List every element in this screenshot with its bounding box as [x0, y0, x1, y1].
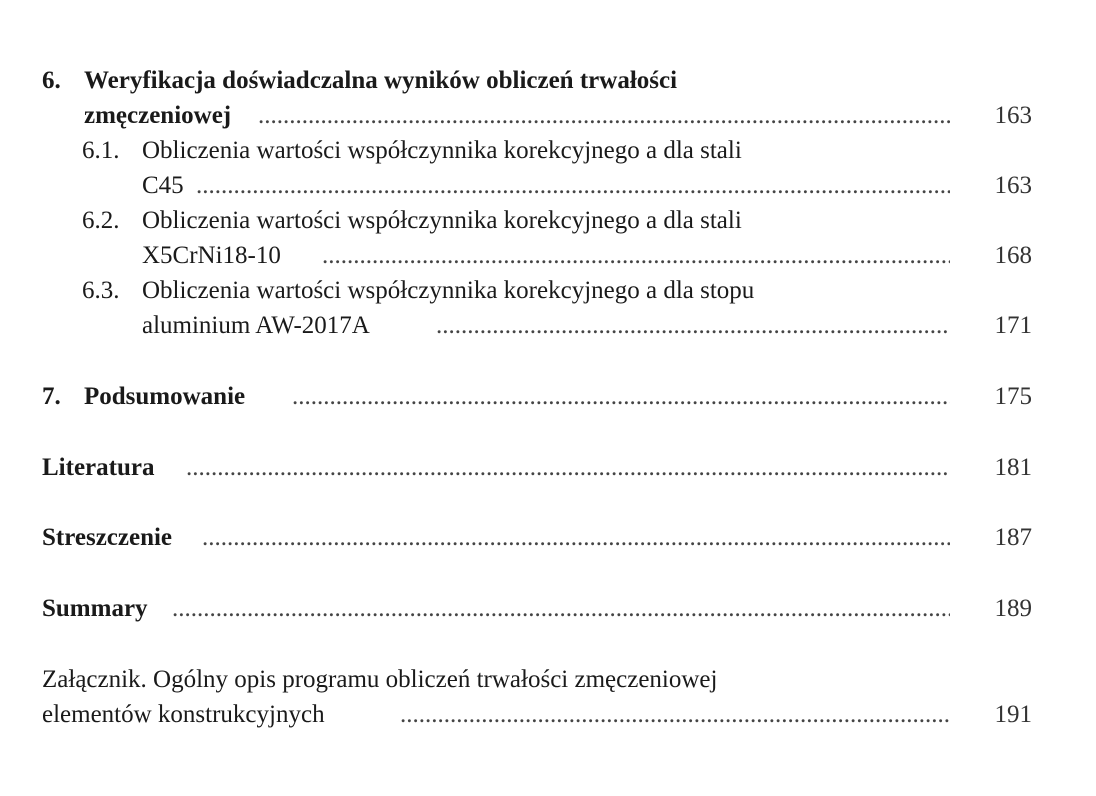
dot-leader	[292, 380, 950, 414]
section-title-line1: Obliczenia wartości współczynnika korekcyjnego a dla stopu	[142, 277, 755, 304]
section-title-line2: aluminium AW-2017A	[142, 312, 370, 339]
page-number: 163	[994, 102, 1032, 129]
section-title-line1: Obliczenia wartości współczynnika korekcyjnego a dla stali	[142, 207, 742, 234]
page-number: 168	[994, 242, 1032, 269]
toc-entry-section-6-2[interactable]	[0, 204, 1096, 238]
section-number: 6.3.	[82, 277, 120, 304]
section-number: 6.1.	[82, 137, 120, 164]
entry-title: Streszczenie	[42, 524, 173, 551]
chapter-title: Podsumowanie	[84, 383, 246, 410]
chapter-title-line1: Weryfikacja doświadczalna wyników obliczeń trwałości	[84, 67, 678, 94]
toc-entry-section-6-1-continued[interactable]	[0, 169, 1096, 203]
toc-entry-section-6-1[interactable]	[0, 134, 1096, 168]
page-number: 189	[994, 595, 1032, 622]
toc-entry-streszczenie[interactable]	[0, 521, 1096, 555]
chapter-title-line2: zmęczeniowej	[84, 102, 232, 129]
toc-entry-zalacznik-continued[interactable]	[0, 698, 1096, 732]
section-number: 6.2.	[82, 207, 120, 234]
chapter-number: 6.	[42, 67, 61, 94]
entry-title: Summary	[42, 595, 148, 622]
toc-entry-chapter-6-continued[interactable]	[0, 99, 1096, 133]
toc-entry-chapter-7[interactable]	[0, 380, 1096, 414]
entry-title-line1: Załącznik. Ogólny opis programu obliczeń trwałości zmęczeniowej	[42, 666, 718, 693]
page-number: 187	[994, 524, 1032, 551]
toc-entry-zalacznik[interactable]	[0, 663, 1096, 697]
page-number: 163	[994, 172, 1032, 199]
toc-entry-summary[interactable]	[0, 592, 1096, 626]
dot-leader	[186, 451, 950, 485]
toc-entry-chapter-6[interactable]	[0, 64, 1096, 98]
toc-entry-section-6-3-continued[interactable]	[0, 309, 1096, 343]
dot-leader	[258, 99, 950, 133]
dot-leader	[400, 698, 950, 732]
dot-leader	[202, 521, 950, 555]
entry-title: Literatura	[42, 454, 155, 481]
toc-entry-section-6-2-continued[interactable]	[0, 239, 1096, 273]
page-number: 175	[994, 383, 1032, 410]
entry-title-line2: elementów konstrukcyjnych	[42, 701, 325, 728]
page-number: 181	[994, 454, 1032, 481]
page-number: 171	[994, 312, 1032, 339]
chapter-number: 7.	[42, 383, 61, 410]
section-title-line1: Obliczenia wartości współczynnika korekcyjnego a dla stali	[142, 137, 742, 164]
section-title-line2: X5CrNi18-10	[142, 242, 281, 269]
toc-entry-literatura[interactable]	[0, 451, 1096, 485]
dot-leader	[436, 309, 950, 343]
page-number: 191	[994, 701, 1032, 728]
dot-leader	[172, 592, 950, 626]
dot-leader	[196, 169, 950, 203]
section-title-line2: C45	[142, 172, 184, 199]
toc-entry-section-6-3[interactable]	[0, 274, 1096, 308]
dot-leader	[322, 239, 950, 273]
